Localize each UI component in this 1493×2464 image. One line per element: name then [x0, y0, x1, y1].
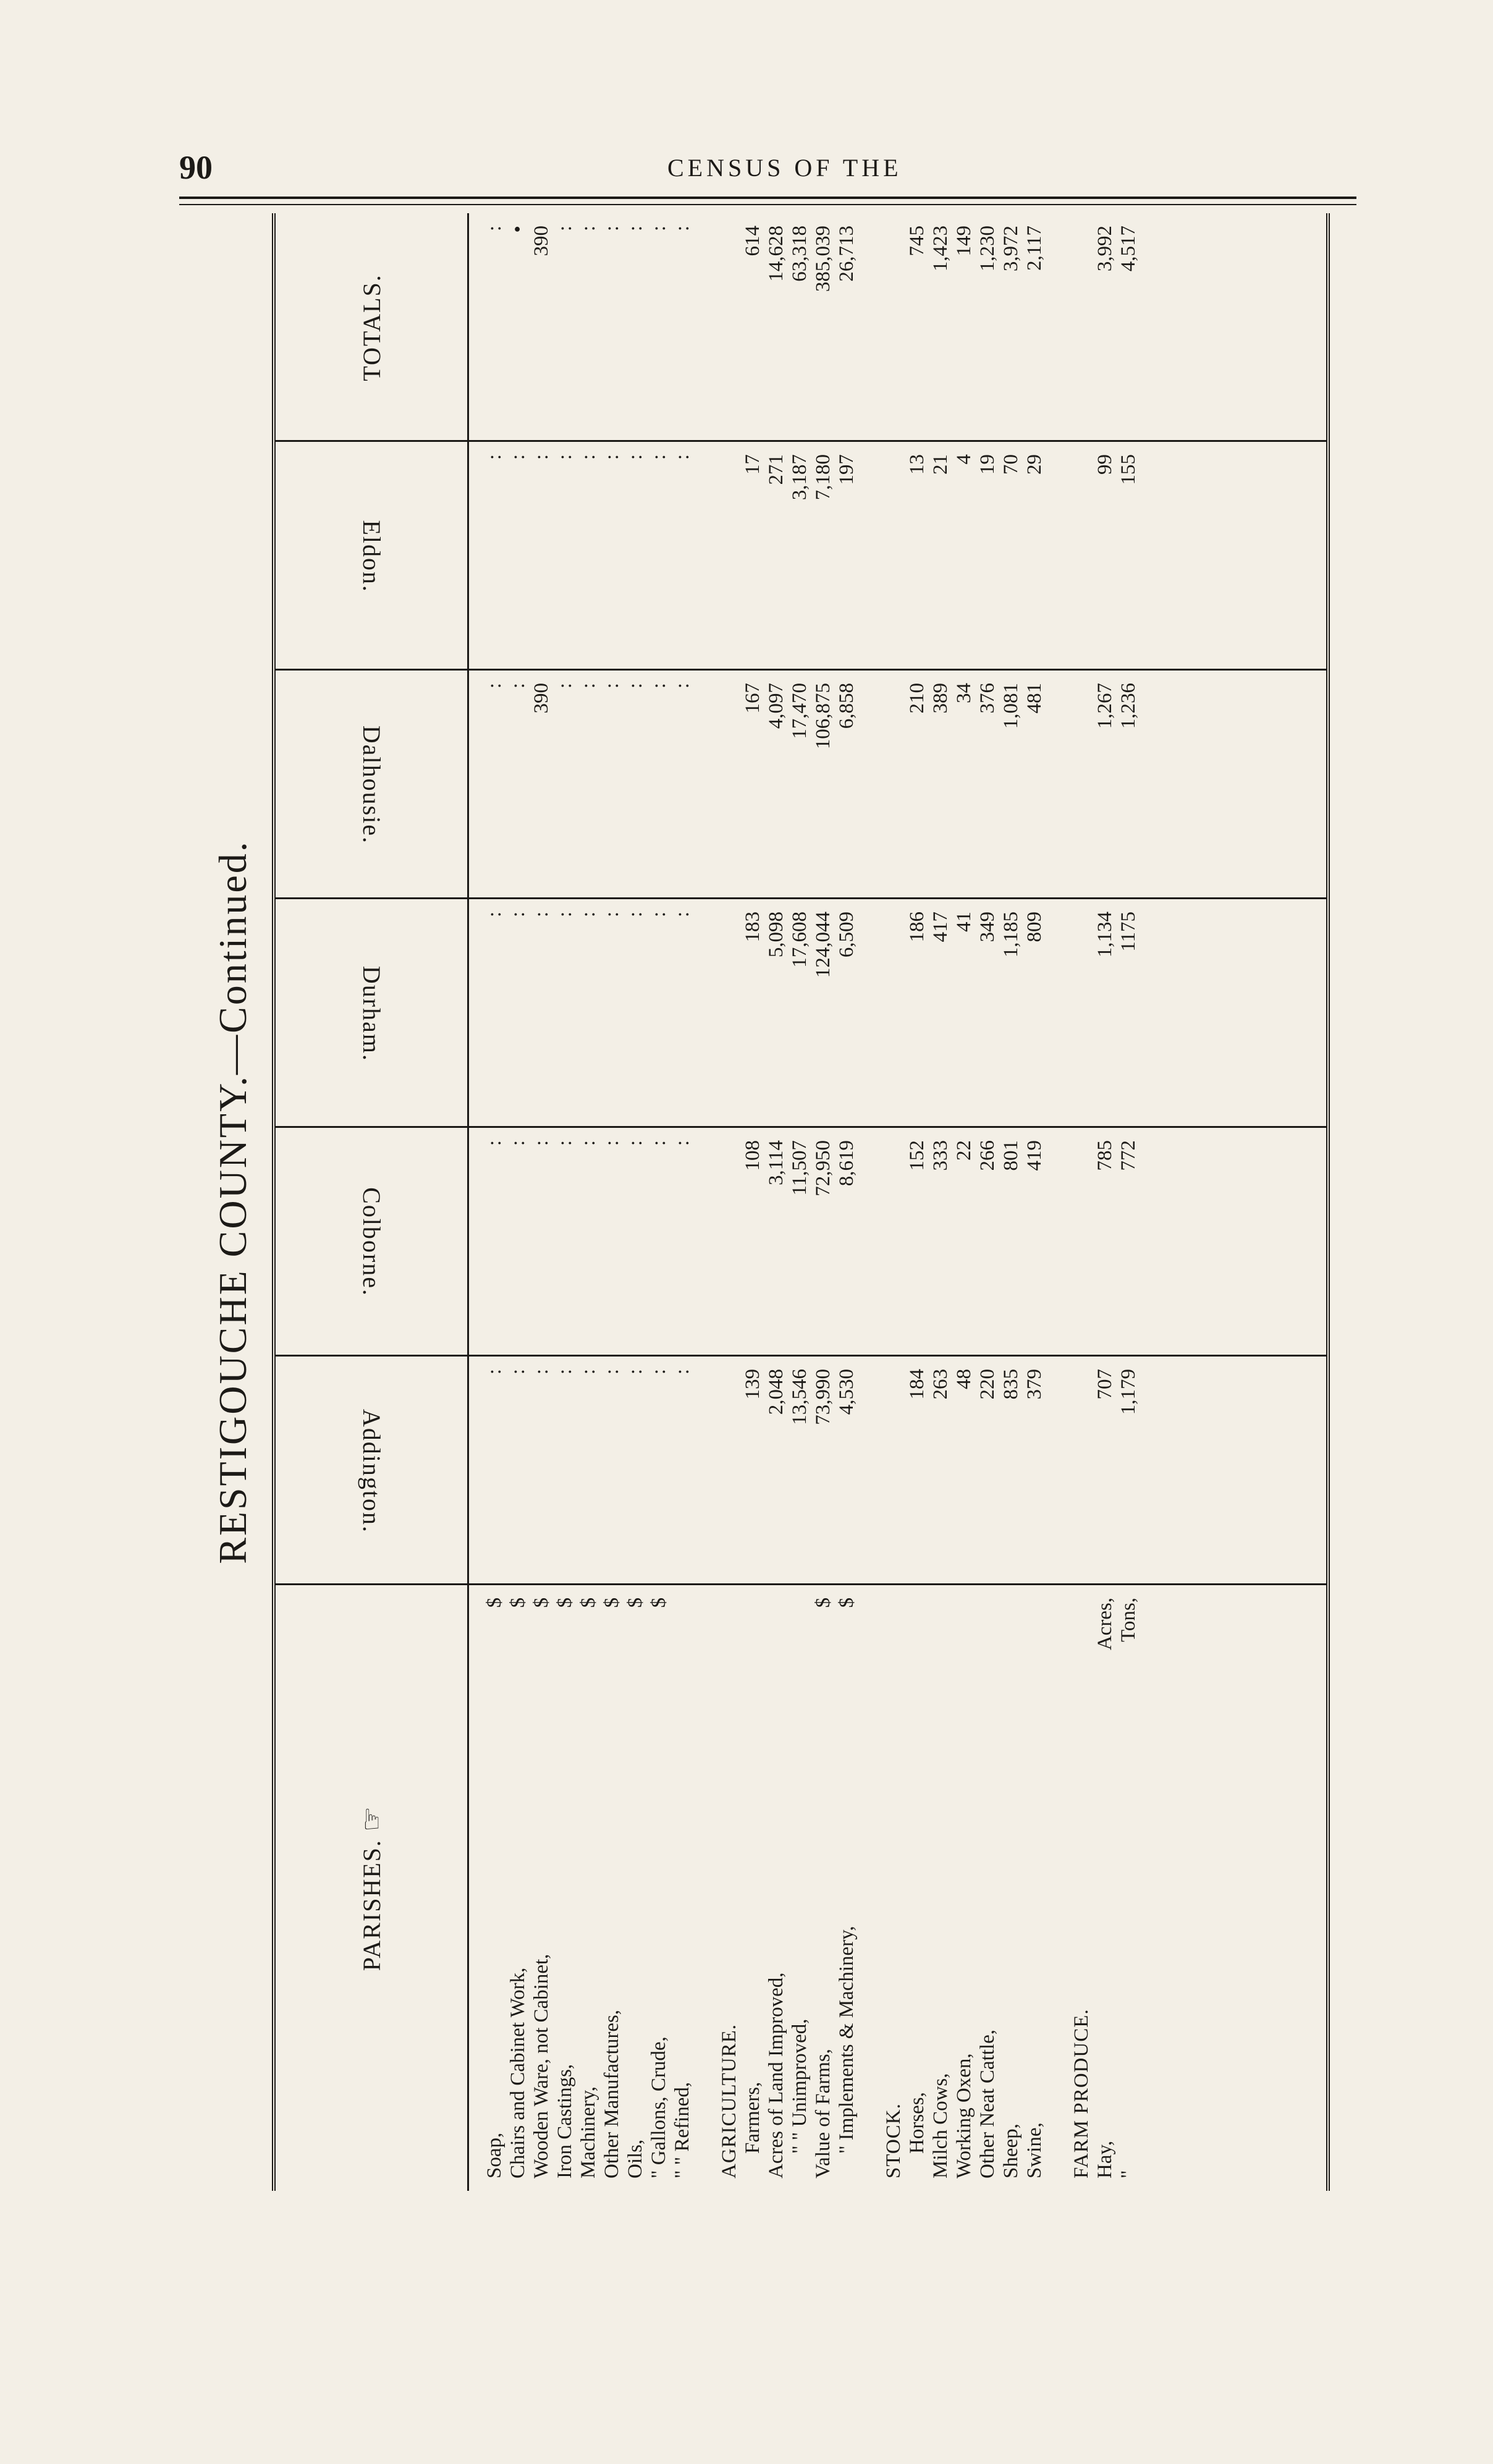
row-label: Oils, $	[624, 1598, 646, 2178]
table-cell: :	[554, 683, 576, 689]
table-cell: :	[671, 912, 693, 918]
table-cell: 108	[742, 1140, 764, 1171]
table-cell: 4,530	[835, 1369, 858, 1415]
table-cell: :	[554, 1140, 576, 1146]
row-label: " Implements & Machinery, $	[835, 1598, 858, 2154]
table-cell: 17,608	[789, 912, 811, 968]
table-title: RESTIGOUCHE COUNTY.—Continued.	[211, 840, 255, 1564]
table-cell: :	[648, 912, 670, 918]
table-cell: 210	[906, 683, 928, 714]
pointing-hand-icon: ☞	[356, 1805, 387, 1832]
table-cell: 1,236	[1117, 683, 1140, 729]
header-colborne: Colborne.	[357, 1187, 386, 1297]
row-label: " " Unimproved,	[789, 2018, 811, 2154]
table-cell: 271	[765, 454, 787, 485]
table-cell: 29	[1023, 454, 1046, 475]
section-stock: STOCK.	[882, 2103, 905, 2178]
table-cell: 3,992	[1094, 226, 1116, 272]
table-cell: :	[483, 683, 505, 689]
parishes-label: PARISHES.	[357, 1839, 386, 1971]
row-label: Horses,	[906, 2092, 928, 2154]
table-cell: :	[624, 1369, 646, 1375]
table-cell: 22	[953, 1140, 975, 1161]
column-durham	[483, 899, 1140, 1128]
table-cell: 6,509	[835, 912, 858, 958]
row-label: Wooden Ware, not Cabinet, $	[530, 1598, 552, 2178]
table-cell: 155	[1117, 454, 1140, 485]
table-cell: 152	[906, 1140, 928, 1171]
table-cell: 614	[742, 226, 764, 256]
table-cell: 263	[929, 1369, 952, 1400]
table-cell: :	[624, 454, 646, 460]
row-label: Other Manufactures, $	[601, 1598, 623, 2178]
table-cell: :	[648, 1140, 670, 1146]
table-cell: :	[601, 1140, 623, 1146]
table-cell: 390	[530, 683, 552, 714]
column-addington	[483, 1357, 1140, 1585]
table-cell: :	[530, 1369, 552, 1375]
table-cell: 6,858	[835, 683, 858, 729]
table-cell: :	[624, 226, 646, 232]
table-cell: 34	[953, 683, 975, 703]
table-cell: 99	[1094, 454, 1116, 475]
header-rule	[467, 213, 469, 2191]
table-cell: 21	[929, 454, 952, 475]
table-cell: 1175	[1117, 912, 1140, 952]
table-cell: :	[624, 912, 646, 918]
table-cell: :	[648, 226, 670, 232]
top-rule	[179, 197, 1356, 199]
table-cell: 2,048	[765, 1369, 787, 1415]
table-cell: 186	[906, 912, 928, 942]
table-cell: 3,972	[1000, 226, 1022, 272]
table-cell: 389	[929, 683, 952, 714]
row-label: Farmers,	[742, 2081, 764, 2154]
table-cell: 220	[976, 1369, 999, 1400]
row-label: " Tons,	[1117, 1598, 1140, 2178]
rotated-table	[211, 213, 1329, 2191]
table-cell: 183	[742, 912, 764, 942]
table-cell: 13	[906, 454, 928, 475]
table-cell: :	[671, 1140, 693, 1146]
row-label: Chairs and Cabinet Work, $	[507, 1598, 529, 2178]
table-cell: :	[507, 1140, 529, 1146]
table-cell: 385,039	[812, 226, 834, 292]
row-labels	[483, 1591, 1140, 2178]
table-cell: 333	[929, 1140, 952, 1171]
header-parishes	[276, 1585, 467, 2191]
table-cell: 17,470	[789, 683, 811, 739]
table-cell: 73,990	[812, 1369, 834, 1425]
header-durham: Durham.	[357, 965, 386, 1062]
table-cell: 3,114	[765, 1140, 787, 1186]
table-cell: 8,619	[835, 1140, 858, 1187]
table-cell: 1,230	[976, 226, 999, 272]
column-eldon	[483, 442, 1140, 671]
row-label: Milch Cows,	[929, 2073, 952, 2178]
section-agriculture: AGRICULTURE.	[718, 2023, 740, 2178]
row-label: Acres of Land Improved,	[765, 1972, 787, 2178]
row-label: " Gallons, Crude, $	[648, 1598, 670, 2178]
table-cell: 481	[1023, 683, 1046, 714]
table-cell: 379	[1023, 1369, 1046, 1400]
table-cell: 26,713	[835, 226, 858, 282]
table-cell: 70	[1000, 454, 1022, 475]
table-cell: :	[507, 454, 529, 460]
table-cell: 14,628	[765, 226, 787, 282]
table-cell: 3,187	[789, 454, 811, 501]
table-cell: :	[483, 226, 505, 232]
page-number: 90	[179, 149, 213, 186]
table-cell: :	[530, 454, 552, 460]
row-label: Working Oxen,	[953, 2053, 975, 2178]
census-table	[272, 213, 1330, 2191]
table-cell: 139	[742, 1369, 764, 1400]
table-cell: 1,267	[1094, 683, 1116, 729]
table-cell: 63,318	[789, 226, 811, 282]
header-dalhousie: Dalhousie.	[357, 725, 386, 845]
table-cell: 785	[1094, 1140, 1116, 1171]
table-cell: :	[601, 454, 623, 460]
table-cell: :	[648, 683, 670, 689]
table-cell: 1,185	[1000, 912, 1022, 958]
table-cell: 19	[976, 454, 999, 475]
table-cell: :	[601, 226, 623, 232]
table-cell: :	[671, 683, 693, 689]
table-cell: :	[624, 683, 646, 689]
table-cell: 167	[742, 683, 764, 714]
row-label: Value of Farms, $	[812, 1598, 834, 2178]
row-label: Machinery, $	[577, 1598, 599, 2178]
table-cell: 266	[976, 1140, 999, 1171]
table-cell: 13,546	[789, 1369, 811, 1425]
top-rule-thin	[179, 204, 1356, 205]
table-cell: :	[601, 683, 623, 689]
header-addington: Addington.	[357, 1408, 386, 1533]
table-cell: :	[483, 454, 505, 460]
table-cell: :	[601, 912, 623, 918]
header-eldon: Eldon.	[357, 520, 386, 593]
row-label: " " Refined,	[671, 2081, 693, 2178]
table-cell: 349	[976, 912, 999, 942]
table-cell: 390	[530, 226, 552, 256]
table-cell: :	[577, 1140, 599, 1146]
row-label: Hay, Acres,	[1094, 1598, 1116, 2178]
table-cell: :	[530, 912, 552, 918]
table-cell: 41	[953, 912, 975, 932]
header-totals: TOTALS.	[357, 274, 386, 381]
table-cell: 707	[1094, 1369, 1116, 1400]
table-cell: :	[483, 912, 505, 918]
table-cell: 4,097	[765, 683, 787, 729]
table-cell: :	[483, 1369, 505, 1375]
table-cell: 1,179	[1117, 1369, 1140, 1415]
table-cell: 48	[953, 1369, 975, 1389]
table-cell: 809	[1023, 912, 1046, 942]
table-cell: 835	[1000, 1369, 1022, 1400]
table-cell: :	[577, 1369, 599, 1375]
table-cell: :	[577, 454, 599, 460]
column-totals	[483, 213, 1140, 442]
table-cell: :	[577, 226, 599, 232]
table-cell: :	[624, 1140, 646, 1146]
table-cell: 197	[835, 454, 858, 485]
table-cell: :	[577, 683, 599, 689]
table-cell: 4,517	[1117, 226, 1140, 272]
table-cell: :	[577, 912, 599, 918]
table-cell: 1,423	[929, 226, 952, 272]
table-cell: 417	[929, 912, 952, 942]
table-cell: :	[671, 454, 693, 460]
table-cell: :	[554, 1369, 576, 1375]
table-cell: 801	[1000, 1140, 1022, 1171]
table-cell: :	[530, 1140, 552, 1146]
table-cell: •	[507, 226, 529, 233]
table-cell: 745	[906, 226, 928, 256]
row-label: Sheep,	[1000, 2123, 1022, 2178]
row-label: Iron Castings, $	[554, 1598, 576, 2178]
table-cell: 1,134	[1094, 912, 1116, 958]
row-label: Other Neat Cattle,	[976, 2030, 999, 2178]
table-cell: :	[671, 226, 693, 232]
table-cell: 4	[953, 454, 975, 465]
running-title: CENSUS OF THE	[667, 154, 902, 182]
column-colborne	[483, 1128, 1140, 1357]
table-cell: 1,081	[1000, 683, 1022, 729]
table-cell: :	[507, 1369, 529, 1375]
table-cell: :	[648, 1369, 670, 1375]
table-cell: :	[648, 454, 670, 460]
row-label: Swine,	[1023, 2122, 1046, 2178]
table-cell: :	[483, 1140, 505, 1146]
table-cell: 124,044	[812, 912, 834, 978]
table-cell: 17	[742, 454, 764, 475]
table-cell: :	[507, 683, 529, 689]
row-label: Soap, $	[483, 1598, 505, 2178]
table-cell: :	[554, 226, 576, 232]
table-cell: 149	[953, 226, 975, 256]
section-farm-produce: FARM PRODUCE.	[1070, 2009, 1093, 2178]
table-cell: 72,950	[812, 1140, 834, 1196]
table-cell: 2,117	[1023, 226, 1046, 271]
table-cell: 376	[976, 683, 999, 714]
table-cell: 7,180	[812, 454, 834, 501]
table-cell: 106,875	[812, 683, 834, 750]
table-cell: 5,098	[765, 912, 787, 958]
table-cell: :	[601, 1369, 623, 1375]
table-cell: 11,507	[789, 1140, 811, 1196]
table-cell: :	[554, 454, 576, 460]
table-cell: :	[554, 912, 576, 918]
table-cell: :	[507, 912, 529, 918]
table-cell: 419	[1023, 1140, 1046, 1171]
table-cell: 772	[1117, 1140, 1140, 1171]
table-cell: :	[671, 1369, 693, 1375]
table-cell: 184	[906, 1369, 928, 1400]
column-dalhousie	[483, 671, 1140, 899]
